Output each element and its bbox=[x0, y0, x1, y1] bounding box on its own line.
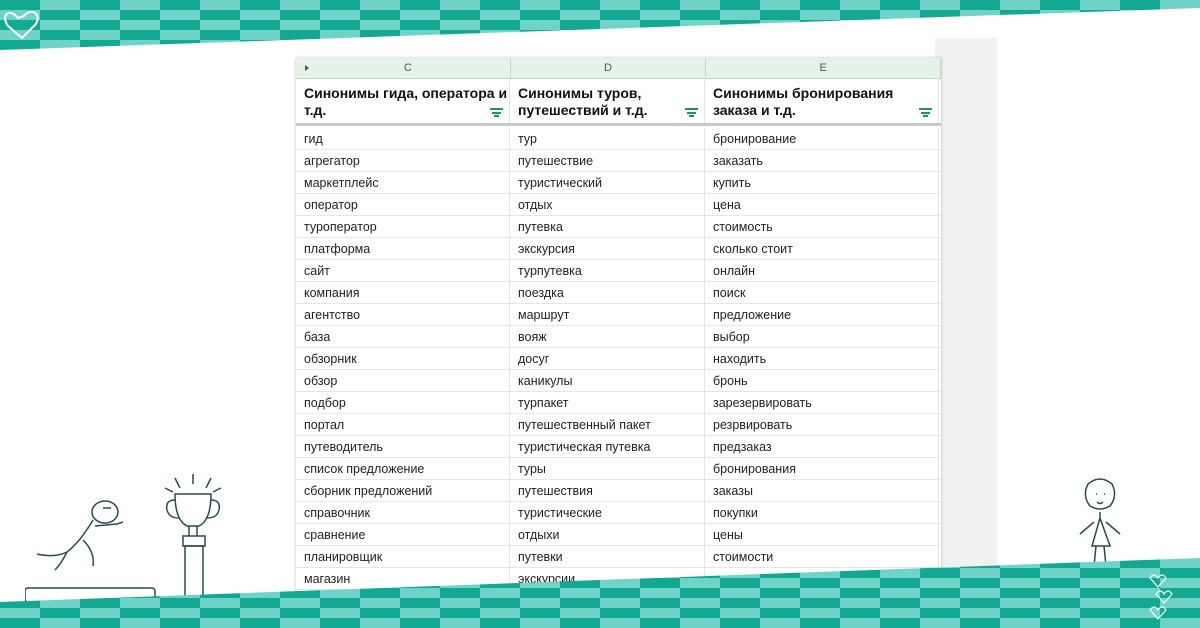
table-cell[interactable]: резрвировать bbox=[705, 414, 939, 435]
table-cell[interactable]: путеводитель bbox=[296, 436, 510, 457]
table-row bbox=[296, 260, 941, 282]
table-cell[interactable]: гид bbox=[296, 128, 510, 149]
table-cell[interactable]: маршрут bbox=[510, 304, 705, 325]
bottom-checker-banner bbox=[0, 558, 1200, 628]
table-cell[interactable]: онлайн bbox=[705, 260, 939, 281]
table-cell[interactable]: цены bbox=[705, 524, 939, 545]
table-row bbox=[296, 370, 941, 392]
table-cell[interactable]: бронь bbox=[705, 370, 939, 391]
table-row bbox=[296, 414, 941, 436]
spreadsheet bbox=[296, 58, 941, 618]
table-cell[interactable]: предзаказ bbox=[705, 436, 939, 457]
table-cell[interactable]: предложение bbox=[705, 304, 939, 325]
column-letter-e[interactable]: E bbox=[706, 58, 941, 78]
gray-background-panel bbox=[935, 38, 997, 578]
header-cell-guides[interactable] bbox=[296, 79, 510, 123]
table-cell[interactable]: тур bbox=[510, 128, 705, 149]
table-cell[interactable]: туристическая путевка bbox=[510, 436, 705, 457]
table-cell[interactable]: подбор bbox=[296, 392, 510, 413]
header-cell-booking[interactable] bbox=[705, 79, 939, 123]
table-cell[interactable]: турпутевка bbox=[510, 260, 705, 281]
table-cell[interactable]: отдых bbox=[510, 194, 705, 215]
table-cell[interactable]: туры bbox=[510, 458, 705, 479]
table-cell[interactable]: путешествия bbox=[510, 480, 705, 501]
table-cell[interactable]: экскурсия bbox=[510, 238, 705, 259]
table-row bbox=[296, 502, 941, 524]
header-label: Синонимы бронирования заказа и т.д. bbox=[713, 85, 894, 118]
table-row bbox=[296, 326, 941, 348]
table-cell[interactable]: путевка bbox=[510, 216, 705, 237]
table-cell[interactable]: список предложение bbox=[296, 458, 510, 479]
table-cell[interactable]: путешественный пакет bbox=[510, 414, 705, 435]
table-cell[interactable]: сравнение bbox=[296, 524, 510, 545]
table-row bbox=[296, 524, 941, 546]
table-cell[interactable]: туроператор bbox=[296, 216, 510, 237]
table-cell[interactable]: экскурсии bbox=[510, 568, 705, 589]
table-body bbox=[296, 126, 941, 612]
table-row bbox=[296, 304, 941, 326]
table-cell[interactable]: путевки bbox=[510, 546, 705, 567]
table-cell[interactable]: туристический bbox=[510, 172, 705, 193]
table-cell[interactable]: купить bbox=[705, 172, 939, 193]
table-row bbox=[296, 238, 941, 260]
table-cell[interactable]: бронирования bbox=[705, 458, 939, 479]
table-cell[interactable]: магазин bbox=[296, 568, 510, 589]
table-cell[interactable]: платформа bbox=[296, 238, 510, 259]
table-cell[interactable]: маркетплейс bbox=[296, 172, 510, 193]
table-row bbox=[296, 128, 941, 150]
table-row bbox=[296, 216, 941, 238]
table-cell[interactable]: портал bbox=[296, 414, 510, 435]
table-row bbox=[296, 392, 941, 414]
table-row bbox=[296, 480, 941, 502]
filter-icon[interactable] bbox=[490, 108, 503, 117]
select-all-corner[interactable] bbox=[296, 58, 306, 78]
table-cell[interactable]: вояж bbox=[510, 326, 705, 347]
header-label: Синонимы гида, оператора и т.д. bbox=[304, 85, 508, 118]
table-cell[interactable]: заказать bbox=[705, 150, 939, 171]
column-letter-c[interactable]: C bbox=[306, 58, 511, 78]
top-checker-banner bbox=[0, 0, 1200, 60]
table-cell[interactable]: обзор bbox=[296, 370, 510, 391]
table-cell[interactable]: отдыхи bbox=[510, 524, 705, 545]
filter-icon[interactable] bbox=[919, 108, 932, 117]
table-cell[interactable]: справочник bbox=[296, 502, 510, 523]
table-cell[interactable]: турпакет bbox=[510, 392, 705, 413]
table-cell[interactable]: стоимость bbox=[705, 216, 939, 237]
table-cell[interactable]: поиск bbox=[705, 282, 939, 303]
table-cell[interactable]: поездка bbox=[510, 282, 705, 303]
header-cell-tours[interactable] bbox=[510, 79, 705, 123]
table-cell[interactable]: заказы bbox=[705, 480, 939, 501]
table-cell[interactable]: каникулы bbox=[510, 370, 705, 391]
table-cell[interactable]: агентство bbox=[296, 304, 510, 325]
table-cell[interactable]: оператор bbox=[296, 194, 510, 215]
table-cell[interactable]: база bbox=[296, 326, 510, 347]
table-cell[interactable]: обзорник bbox=[296, 348, 510, 369]
column-letter-d[interactable]: D bbox=[511, 58, 707, 78]
table-cell[interactable]: цена bbox=[705, 194, 939, 215]
table-cell[interactable]: сборник предложений bbox=[296, 480, 510, 501]
table-cell[interactable]: покупки bbox=[705, 502, 939, 523]
column-header-bar bbox=[296, 58, 941, 79]
filter-icon[interactable] bbox=[685, 108, 698, 117]
header-row bbox=[296, 79, 941, 126]
table-row bbox=[296, 194, 941, 216]
table-row bbox=[296, 172, 941, 194]
table-cell[interactable]: зарезервировать bbox=[705, 392, 939, 413]
table-row bbox=[296, 348, 941, 370]
table-cell[interactable]: туристические bbox=[510, 502, 705, 523]
table-cell[interactable]: планировщик bbox=[296, 546, 510, 567]
table-cell[interactable]: стоимости bbox=[705, 546, 939, 567]
header-label: Синонимы туров, путешествий и т.д. bbox=[518, 85, 648, 118]
table-cell[interactable]: сколько стоит bbox=[705, 238, 939, 259]
table-row bbox=[296, 458, 941, 480]
table-cell[interactable]: находить bbox=[705, 348, 939, 369]
table-cell[interactable]: сайт bbox=[296, 260, 510, 281]
table-cell[interactable]: выбор bbox=[705, 326, 939, 347]
table-cell[interactable]: бронирование bbox=[705, 128, 939, 149]
table-cell[interactable]: путешествие bbox=[510, 150, 705, 171]
table-row bbox=[296, 282, 941, 304]
table-cell[interactable]: компания bbox=[296, 282, 510, 303]
table-cell[interactable]: агрегатор bbox=[296, 150, 510, 171]
table-cell[interactable]: досуг bbox=[510, 348, 705, 369]
table-row bbox=[296, 436, 941, 458]
table-row bbox=[296, 150, 941, 172]
